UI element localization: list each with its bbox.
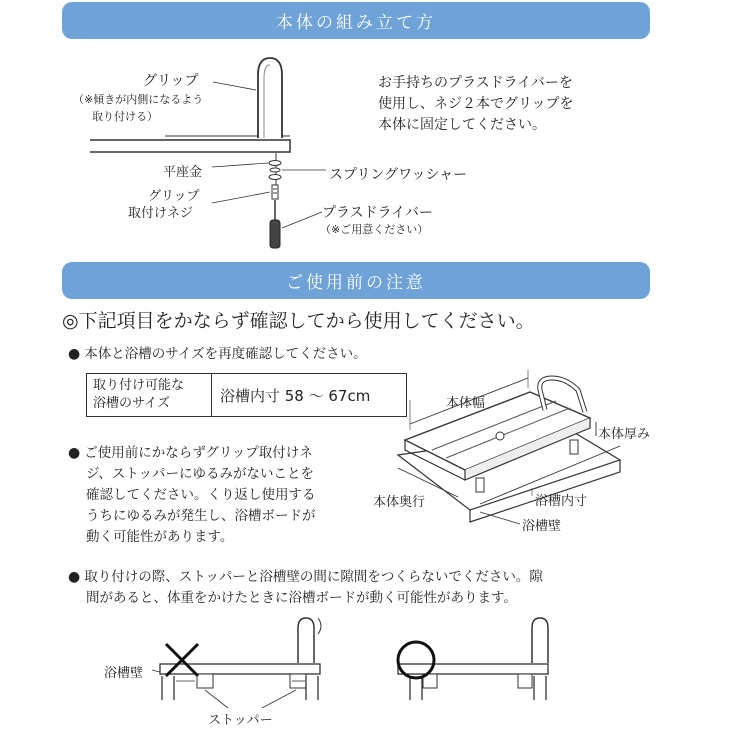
bullet-loose-check: ● ご使用前にかならずグリップ取付けネ ジ、ストッパーにゆるみがないことを 確認してください。くり返し使用する うちにゆるみが発生し、浴槽ボードが 動く可能性があります。 [68,445,316,545]
bullet-size-check: ● 本体と浴槽のサイズを再度確認してください。 [68,346,367,362]
spring-washer-label: スプリングワッシャー [329,167,468,183]
screwdriver-note: （※ご用意ください） [320,223,429,236]
stopper-label: ストッパー [208,713,273,728]
grip-screw-label-1: グリップ [148,189,200,204]
bullet-gap-warning: ● 取り付けの際、ストッパーと浴槽壁の間に隙間をつくらないでください。隙 間があると、体重をかけたときに浴槽ボードが動く可能性があります。 [68,569,543,606]
precautions-lead: ◎下記項目をかならず確認してから使用してください。 [62,310,535,332]
bottom-wall-label: 浴槽壁 [104,666,144,681]
flat-washer-label: 平座金 [163,165,203,180]
board-thickness-label: 本体厚み [598,427,651,442]
bathtub-inner-label: 浴槽内寸 [535,494,588,509]
size-table-value: 浴槽内寸 58 〜 67cm [212,374,407,417]
board-depth-label: 本体奥行 [373,495,426,510]
grip-note-1: （※傾きが内側になるよう [73,93,204,106]
bathtub-wall-label: 浴槽壁 [522,519,562,534]
grip-note-2: 取り付ける） [92,110,158,123]
size-table-header: 取り付け可能な 浴槽のサイズ [87,374,212,417]
section-title-assembly: 本体の組み立て方 [62,2,650,39]
grip-label: グリップ [143,73,199,89]
section-title-precautions: ご使用前の注意 [62,262,650,299]
screwdriver-label: プラスドライバー [322,205,433,221]
board-width-label: 本体幅 [446,396,486,411]
grip-screw-label-2: 取付けネジ [128,206,194,221]
assembly-instruction: お手持ちのプラスドライバーを 使用し、ネジ２本でグリップを 本体に固定してください。 [378,75,574,133]
